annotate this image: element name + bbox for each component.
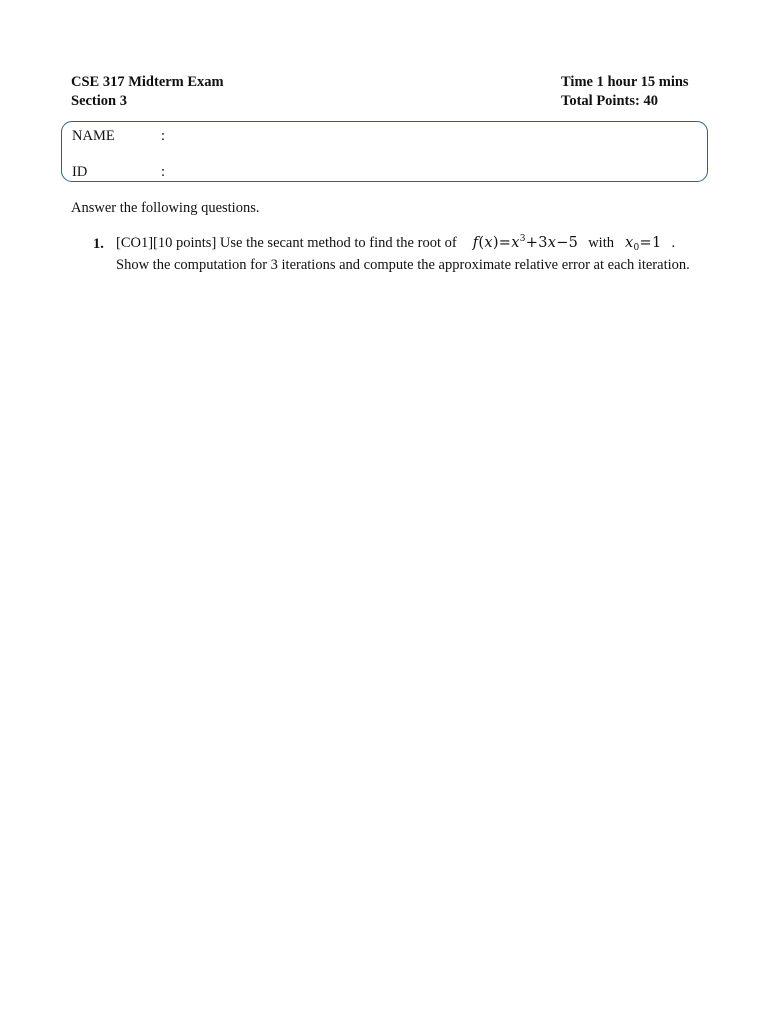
- id-label: ID: [72, 164, 88, 180]
- question-body: [116, 234, 691, 274]
- instructions-text: Answer the following questions.: [71, 200, 260, 216]
- student-info-box: [61, 121, 708, 182]
- id-field-row[interactable]: [72, 163, 165, 181]
- name-colon: :: [161, 128, 166, 144]
- initial-subscript: 0: [633, 243, 640, 253]
- question-first-line: [116, 234, 691, 256]
- function-name: f: [472, 235, 479, 251]
- question-number: 1.: [93, 236, 104, 252]
- initial-value: =1: [639, 235, 662, 251]
- question-instructions: Show the computation for 3 iterations and compute the approximate relative error at each iteration.: [116, 257, 690, 273]
- with-connector: with: [588, 235, 614, 251]
- time-limit: Time 1 hour 15 mins: [561, 74, 689, 90]
- name-field-row[interactable]: [72, 127, 165, 145]
- function-rhs: $=x^3+3x-5$: [498, 234, 579, 251]
- initial-value-expression: [625, 234, 662, 252]
- header-left-block: [71, 73, 224, 110]
- sentence-period: .: [671, 235, 676, 251]
- function-variable: x: [484, 235, 493, 251]
- header-right-block: [561, 73, 689, 110]
- id-colon: :: [161, 164, 166, 180]
- course-title: CSE 317 Midterm Exam: [71, 74, 224, 90]
- section-label: Section 3: [71, 92, 127, 109]
- question-intro: [CO1][10 points] Use the secant method to find the root of: [116, 235, 457, 251]
- name-label: NAME: [72, 128, 115, 144]
- total-points: Total Points: 40: [561, 92, 658, 109]
- function-expression: $f(x)=x^3+3x-5$: [472, 234, 579, 251]
- initial-variable: x: [624, 235, 634, 251]
